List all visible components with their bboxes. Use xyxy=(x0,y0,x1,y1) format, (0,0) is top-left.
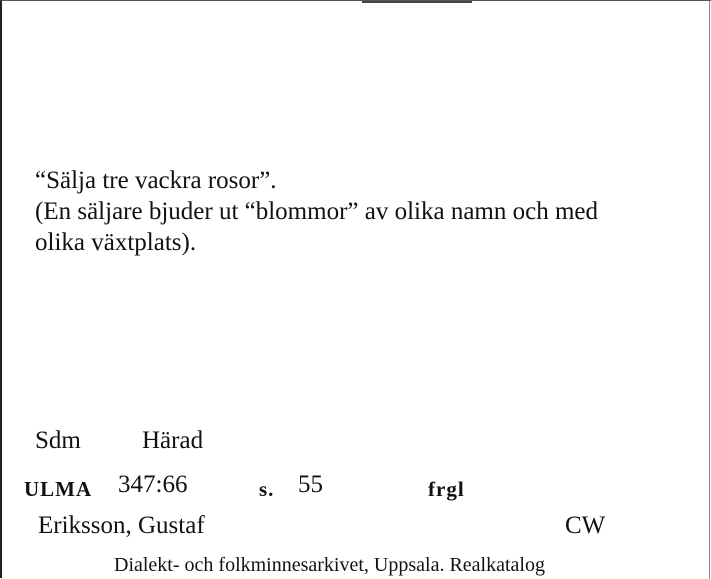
collector-name: Eriksson, Gustaf xyxy=(38,512,205,539)
recorder-initials: CW xyxy=(565,512,606,539)
right-edge-line xyxy=(709,1,710,579)
district-label: Härad xyxy=(142,427,204,454)
page-number: 55 xyxy=(298,471,323,498)
description-line-3: olika växtplats). xyxy=(35,229,197,256)
archive-number: 347:66 xyxy=(118,471,188,498)
top-edge-rule xyxy=(362,1,472,3)
category-code: frgl xyxy=(428,477,465,501)
region-code: Sdm xyxy=(35,427,81,454)
description-line-1: “Sälja tre vackra rosor”. xyxy=(35,167,277,194)
archive-footer: Dialekt- och folkminnesarkivet, Uppsala. Realkatalog xyxy=(114,554,545,576)
archive-label: ULMA xyxy=(24,477,93,501)
description-line-2: (En säljare bjuder ut “blommor” av olika namn och med xyxy=(35,198,599,225)
page-label: s. xyxy=(259,477,275,501)
